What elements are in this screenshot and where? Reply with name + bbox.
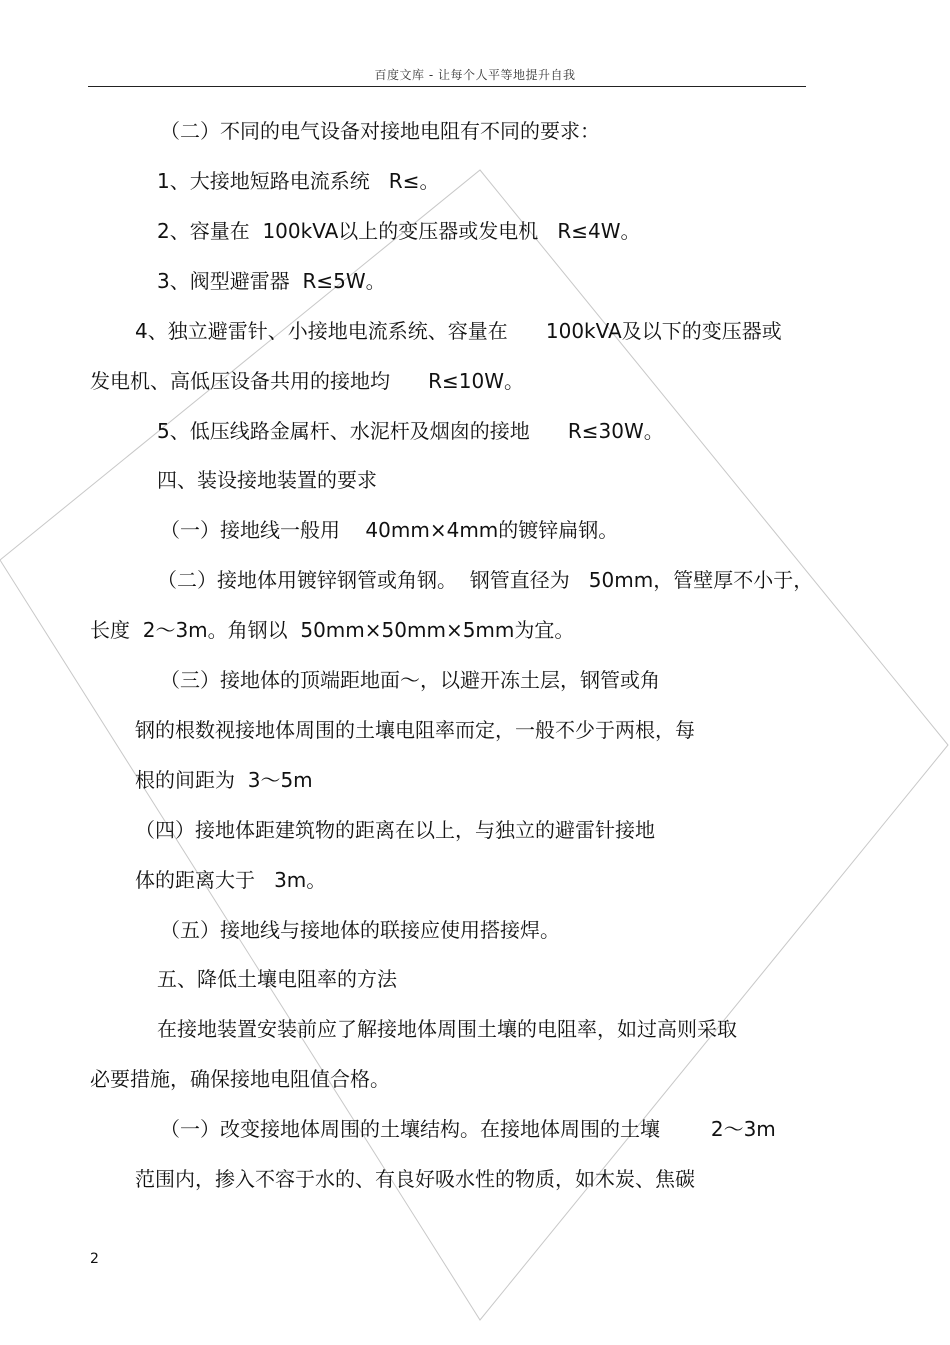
- paragraph-line: 5、低压线路金属杆、水泥杆及烟囱的接地 R≤30W。: [157, 419, 664, 443]
- paragraph-line: 在接地装置安装前应了解接地体周围土壤的电阻率，如过高则采取: [157, 1017, 737, 1041]
- paragraph-line: 体的距离大于 3m。: [135, 868, 327, 892]
- section-heading: 五、降低土壤电阻率的方法: [157, 967, 397, 991]
- page-number: 2: [90, 1251, 99, 1267]
- paragraph-line: 钢的根数视接地体周围的土壤电阻率而定，一般不少于两根，每: [135, 718, 695, 742]
- paragraph-line: （五）接地线与接地体的联接应使用搭接焊。: [160, 918, 560, 942]
- paragraph-line: （二）不同的电气设备对接地电阻有不同的要求：: [160, 119, 600, 143]
- paragraph-line: 范围内，掺入不容于水的、有良好吸水性的物质，如木炭、焦碳: [135, 1167, 695, 1191]
- paragraph-line: 1、大接地短路电流系统 R≤。: [157, 169, 440, 193]
- paragraph-line: 3、阀型避雷器 R≤5W。: [157, 269, 386, 293]
- paragraph-line: 根的间距为 3～5m: [135, 768, 313, 792]
- section-heading: 四、装设接地装置的要求: [157, 468, 377, 492]
- paragraph-line: 必要措施，确保接地电阻值合格。: [90, 1067, 390, 1091]
- paragraph-line: （二）接地体用镀锌钢管或角钢。 钢管直径为 50mm，管壁厚不小于，: [157, 568, 814, 592]
- paragraph-line: 4、独立避雷针、小接地电流系统、容量在 100kVA及以下的变压器或: [135, 319, 782, 343]
- paragraph-line: （三）接地体的顶端距地面～，以避开冻土层，钢管或角: [160, 668, 660, 692]
- paragraph-line: 2、容量在 100kVA以上的变压器或发电机 R≤4W。: [157, 219, 641, 243]
- paragraph-line: （四）接地体距建筑物的距离在以上，与独立的避雷针接地: [135, 818, 655, 842]
- header-divider: [88, 86, 806, 87]
- page-header: 百度文库 - 让每个人平等地提升自我: [374, 68, 576, 82]
- paragraph-line: （一）接地线一般用 40mm×4mm的镀锌扁钢。: [160, 518, 619, 542]
- paragraph-line: 长度 2～3m。角钢以 50mm×50mm×5mm为宜。: [90, 618, 575, 642]
- paragraph-line: 发电机、高低压设备共用的接地均 R≤10W。: [90, 369, 525, 393]
- paragraph-line: （一）改变接地体周围的土壤结构。在接地体周围的土壤 2～3m: [160, 1117, 776, 1141]
